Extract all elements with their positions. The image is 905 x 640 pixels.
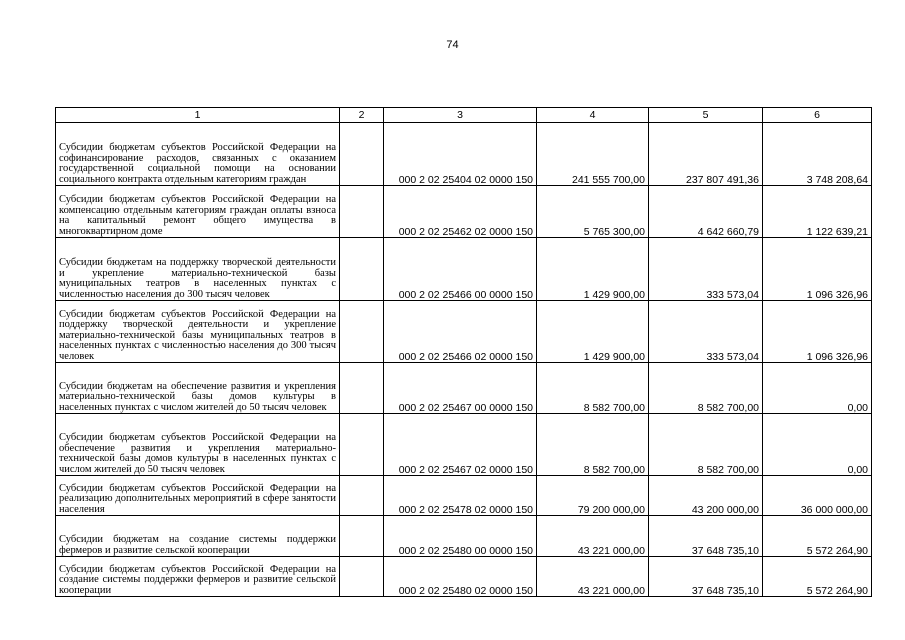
row-remainder: 1 096 326,96 [763, 301, 872, 363]
row-code: 000 2 02 25466 02 0000 150 [384, 301, 537, 363]
row-actual: 43 200 000,00 [649, 476, 763, 516]
row-col2 [340, 557, 384, 597]
row-remainder: 5 572 264,90 [763, 516, 872, 557]
row-plan: 241 555 700,00 [537, 123, 649, 186]
column-header-2: 2 [340, 108, 384, 123]
row-code: 000 2 02 25404 02 0000 150 [384, 123, 537, 186]
row-remainder: 1 122 639,21 [763, 186, 872, 238]
row-remainder: 0,00 [763, 363, 872, 414]
row-col2 [340, 476, 384, 516]
table-row [56, 123, 872, 186]
row-actual: 8 582 700,00 [649, 414, 763, 476]
table-row [56, 414, 872, 476]
table-header-row [56, 108, 872, 123]
row-remainder: 1 096 326,96 [763, 238, 872, 301]
row-actual: 333 573,04 [649, 238, 763, 301]
table-row [56, 301, 872, 363]
table-row [56, 516, 872, 557]
row-code: 000 2 02 25478 02 0000 150 [384, 476, 537, 516]
row-actual: 37 648 735,10 [649, 516, 763, 557]
row-plan: 1 429 900,00 [537, 301, 649, 363]
row-col2 [340, 414, 384, 476]
table-row [56, 238, 872, 301]
column-header-5: 5 [649, 108, 763, 123]
row-actual: 333 573,04 [649, 301, 763, 363]
row-code: 000 2 02 25480 00 0000 150 [384, 516, 537, 557]
row-actual: 237 807 491,36 [649, 123, 763, 186]
row-code: 000 2 02 25467 00 0000 150 [384, 363, 537, 414]
row-description: Субсидии бюджетам субъектов Российской Федерации на обеспечение развития и укрепления материально-технической базы домов культуры в населенных пунктах с числом жителей до 50 тысяч человек [56, 414, 340, 476]
row-plan: 5 765 300,00 [537, 186, 649, 238]
row-remainder: 5 572 264,90 [763, 557, 872, 597]
row-plan: 8 582 700,00 [537, 363, 649, 414]
table-row [56, 186, 872, 238]
row-description: Субсидии бюджетам субъектов Российской Федерации на поддержку творческой деятельности и укрепление материально-технической базы муниципальных театров в населенных пунктах с численностью населения до 300 тысяч человек [56, 301, 340, 363]
row-code: 000 2 02 25462 02 0000 150 [384, 186, 537, 238]
row-remainder: 36 000 000,00 [763, 476, 872, 516]
table-row [56, 476, 872, 516]
row-description: Субсидии бюджетам субъектов Российской Федерации на софинансирование расходов, связанных с оказанием государственной социальной помощи на основании социального контракта отдельным категориям граждан [56, 123, 340, 186]
row-description: Субсидии бюджетам на обеспечение развития и укрепления материально-технической базы домов культуры в населенных пунктах с числом жителей до 50 тысяч человек [56, 363, 340, 414]
row-col2 [340, 186, 384, 238]
column-header-4: 4 [537, 108, 649, 123]
row-plan: 43 221 000,00 [537, 516, 649, 557]
row-description: Субсидии бюджетам субъектов Российской Федерации на компенсацию отдельным категориям граждан оплаты взноса на капитальный ремонт общего имущества в многоквартирном доме [56, 186, 340, 238]
column-header-3: 3 [384, 108, 537, 123]
row-actual: 37 648 735,10 [649, 557, 763, 597]
row-code: 000 2 02 25467 02 0000 150 [384, 414, 537, 476]
table-row [56, 557, 872, 597]
column-header-6: 6 [763, 108, 872, 123]
row-col2 [340, 123, 384, 186]
row-col2 [340, 363, 384, 414]
row-plan: 8 582 700,00 [537, 414, 649, 476]
row-plan: 43 221 000,00 [537, 557, 649, 597]
row-remainder: 3 748 208,64 [763, 123, 872, 186]
page-number: 74 [446, 39, 459, 51]
row-description: Субсидии бюджетам на поддержку творческой деятельности и укрепление материально-технической базы муниципальных театров в населенных пунктах с численностью населения до 300 тысяч человек [56, 238, 340, 301]
row-actual: 8 582 700,00 [649, 363, 763, 414]
row-col2 [340, 301, 384, 363]
row-col2 [340, 238, 384, 301]
row-plan: 1 429 900,00 [537, 238, 649, 301]
row-plan: 79 200 000,00 [537, 476, 649, 516]
row-col2 [340, 516, 384, 557]
row-description: Субсидии бюджетам на создание системы поддержки фермеров и развитие сельской кооперации [56, 516, 340, 557]
row-actual: 4 642 660,79 [649, 186, 763, 238]
column-header-1: 1 [56, 108, 340, 123]
row-remainder: 0,00 [763, 414, 872, 476]
row-description: Субсидии бюджетам субъектов Российской Федерации на реализацию дополнительных мероприятий в сфере занятости населения [56, 476, 340, 516]
budget-table [55, 107, 872, 597]
row-code: 000 2 02 25480 02 0000 150 [384, 557, 537, 597]
row-code: 000 2 02 25466 00 0000 150 [384, 238, 537, 301]
row-description: Субсидии бюджетам субъектов Российской Федерации на создание системы поддержки фермеров и развитие сельской кооперации [56, 557, 340, 597]
table-row [56, 363, 872, 414]
